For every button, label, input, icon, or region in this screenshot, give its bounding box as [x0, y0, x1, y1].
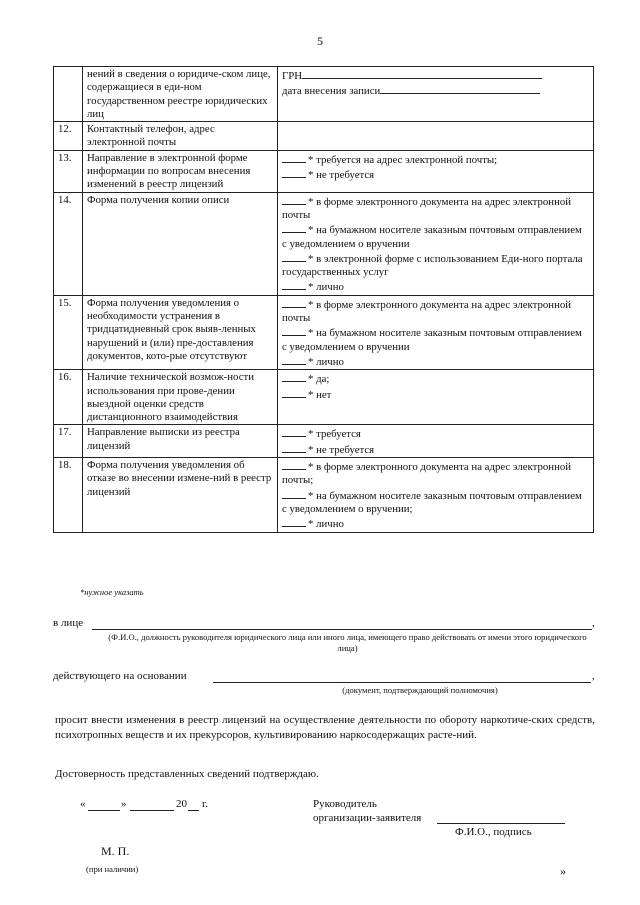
- row-number: 13.: [54, 150, 83, 192]
- table-row: [54, 458, 594, 532]
- confirm-text: Достоверность представленных сведений подтверждаю.: [55, 768, 319, 780]
- date-year-suffix: г.: [202, 798, 209, 810]
- row-number: 15.: [54, 295, 83, 369]
- v-litse-label: в лице: [53, 617, 84, 629]
- row-label: Форма получения уведомления о необходимости устранения в тридцатидневный срок выяв-ленных нарушений и (или) пре-доставления документов, кото-рые отсутствуют: [83, 295, 278, 369]
- option-mark-field[interactable]: [282, 152, 306, 163]
- row-number: 16.: [54, 370, 83, 425]
- row-options[interactable]: [278, 122, 594, 151]
- option-text: * не требуется: [308, 443, 375, 456]
- option-text: * требуется на адрес электронной почты;: [308, 153, 498, 166]
- option-text: * на бумажном носителе заказным почтовым отправлением с уведомлением о вручении: [282, 327, 582, 353]
- option-mark-field[interactable]: [282, 488, 306, 499]
- page-number: 5: [317, 34, 323, 48]
- closing-quote: »: [560, 864, 566, 878]
- row-number: 17.: [54, 425, 83, 458]
- option-text: * лично: [308, 355, 344, 368]
- basis-caption: (документ, подтверждающий полномочия): [342, 685, 498, 695]
- date-year-prefix: 20: [176, 798, 187, 810]
- option-mark-field[interactable]: [282, 297, 306, 308]
- option-mark-field[interactable]: [282, 442, 306, 453]
- option-mark-field[interactable]: [282, 251, 306, 262]
- option-line[interactable]: [282, 68, 589, 83]
- option-line[interactable]: [282, 354, 589, 369]
- option-text: * в форме электронного документа на адрес электронной почты: [282, 298, 572, 325]
- option-line[interactable]: [282, 387, 589, 402]
- row-label: Наличие технической возмож-ности использования при прове-дении выездной оценки средств дистанционного взаимодействия: [83, 370, 278, 425]
- option-line[interactable]: [282, 488, 589, 517]
- application-table: [53, 66, 594, 533]
- option-mark-field[interactable]: [282, 354, 306, 365]
- date-month-field[interactable]: [130, 810, 174, 811]
- option-line[interactable]: [282, 251, 589, 280]
- row-options[interactable]: [278, 425, 594, 458]
- option-mark-field[interactable]: [282, 325, 306, 336]
- option-mark-field[interactable]: [282, 516, 306, 527]
- option-line[interactable]: [282, 459, 589, 488]
- row-options[interactable]: [278, 458, 594, 532]
- option-text: * лично: [308, 518, 344, 531]
- option-mark-field[interactable]: [282, 222, 306, 233]
- signature-field[interactable]: [437, 823, 565, 824]
- row-options[interactable]: [278, 67, 594, 122]
- option-text: * в форме электронного документа на адрес электронной почты;: [282, 461, 572, 487]
- row-label: Форма получения уведомления об отказе во внесении измене-ний в реестр лицензий: [83, 458, 278, 532]
- row-options[interactable]: [278, 150, 594, 192]
- option-mark-field[interactable]: [282, 459, 306, 470]
- row-number: [54, 67, 83, 122]
- row-options[interactable]: [278, 370, 594, 425]
- table-row: [54, 67, 594, 122]
- v-litse-field[interactable]: [92, 629, 592, 630]
- mp-note: (при наличии): [86, 864, 139, 874]
- option-line[interactable]: [282, 83, 589, 98]
- option-mark-field[interactable]: [282, 387, 306, 398]
- option-mark-field[interactable]: [282, 371, 306, 382]
- value-field[interactable]: [302, 68, 542, 79]
- table-row: [54, 192, 594, 295]
- option-line[interactable]: [282, 442, 589, 457]
- row-label: Форма получения копии описи: [83, 192, 278, 295]
- option-line[interactable]: [282, 426, 589, 441]
- date-close-quote: »: [121, 798, 127, 810]
- option-line[interactable]: [282, 516, 589, 531]
- option-text: * в форме электронного документа на адрес электронной почты: [282, 195, 572, 221]
- table-row: [54, 295, 594, 369]
- date-open-quote: «: [80, 798, 86, 810]
- option-line[interactable]: [282, 222, 589, 251]
- table-row: [54, 425, 594, 458]
- table-row: [54, 370, 594, 425]
- option-line[interactable]: [282, 325, 589, 354]
- option-text: * нет: [308, 388, 332, 401]
- option-text: дата внесения записи: [282, 85, 381, 98]
- row-label: Контактный телефон, адрес электронной почты: [83, 122, 278, 151]
- option-mark-field[interactable]: [282, 279, 306, 290]
- option-line[interactable]: [282, 167, 589, 182]
- row-number: 12.: [54, 122, 83, 151]
- head-org: организации-заявителя: [313, 812, 422, 824]
- option-line[interactable]: [282, 279, 589, 294]
- value-field[interactable]: [380, 83, 540, 94]
- option-line[interactable]: [282, 371, 589, 386]
- table-row: [54, 122, 594, 151]
- row-label: Направление в электронной форме информации по вопросам внесения изменений в реестр лицензий: [83, 150, 278, 192]
- row-options[interactable]: [278, 295, 594, 369]
- footnote: *нужное указать: [80, 587, 144, 597]
- option-mark-field[interactable]: [282, 426, 306, 437]
- date-year-field[interactable]: [188, 810, 199, 811]
- option-line[interactable]: [282, 152, 589, 167]
- option-text: * лично: [308, 281, 344, 294]
- option-line[interactable]: [282, 194, 589, 223]
- option-text: * в электронной форме с использованием Еди-ного портала государственных услуг: [282, 252, 583, 279]
- basis-field[interactable]: [213, 682, 591, 683]
- option-line[interactable]: [282, 297, 589, 326]
- option-text: * да;: [308, 373, 330, 386]
- option-text: * на бумажном носителе заказным почтовым отправлением с уведомлением о вручении: [282, 224, 582, 250]
- request-paragraph: просит внести изменения в реестр лицензий на осуществление деятельности по обороту наркотиче-ских средств, психотропных веществ и их прекурсоров, культивированию наркосодержащих расте-ний.: [55, 714, 595, 741]
- basis-label: действующего на основании: [53, 670, 187, 682]
- v-litse-caption: (Ф.И.О., должность руководителя юридического лица или иного лица, имеющего право действовать от имени этого юридического лица): [108, 632, 587, 653]
- option-mark-field[interactable]: [282, 167, 306, 178]
- option-text: * не требуется: [308, 169, 375, 182]
- date-day-field[interactable]: [88, 810, 120, 811]
- option-mark-field[interactable]: [282, 194, 306, 205]
- row-label: нений в сведения о юридиче-ском лице, содержащиеся в еди-ном государственном реестре юридических лиц: [83, 67, 278, 122]
- mp-label: М. П.: [101, 844, 130, 858]
- option-text: * на бумажном носителе заказным почтовым отправлением с уведомлением о вручении;: [282, 489, 582, 515]
- row-number: 14.: [54, 192, 83, 295]
- option-text: * требуется: [308, 428, 361, 441]
- row-number: 18.: [54, 458, 83, 532]
- table-row: [54, 150, 594, 192]
- row-options[interactable]: [278, 192, 594, 295]
- option-text: ГРН: [282, 70, 303, 82]
- fio-signature: Ф.И.О., подпись: [455, 826, 532, 838]
- row-label: Направление выписки из реестра лицензий: [83, 425, 278, 458]
- head-title: Руководитель: [313, 798, 377, 810]
